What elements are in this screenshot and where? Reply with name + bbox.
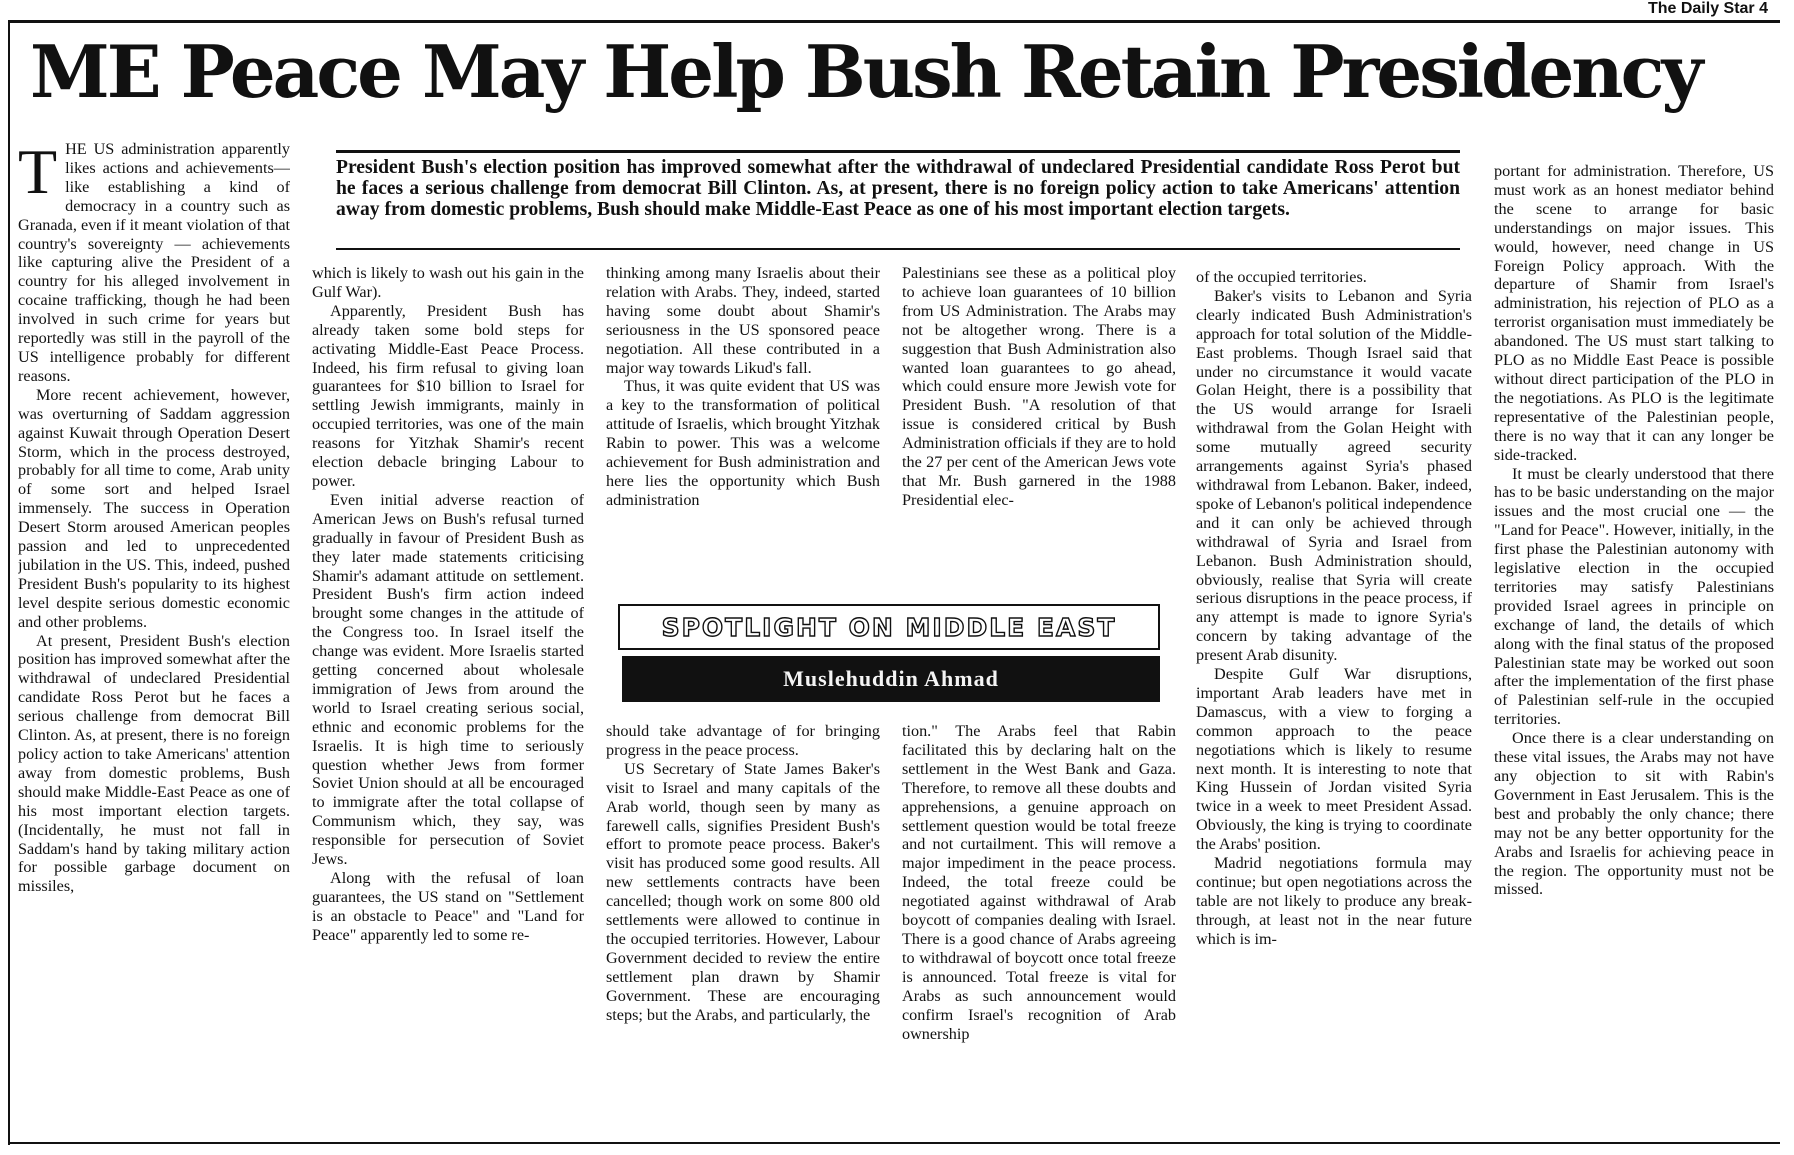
paragraph: Despite Gulf War disruptions, important Arab leaders have met in Damascus, with a view to forging a common approach to the peace negotiations which is likely to resume next month. It is interesting to note that King Hussein of Jordan visited Syria twice in a week to meet President Assad. Obviously, the king is trying to coordinate the Arabs' position. [1196, 665, 1472, 854]
left-rule [8, 20, 10, 1145]
paragraph: It must be clearly understood that there has to be basic understanding on the major issues and the most crucial one — the "Land for Peace". However, initially, in the first phase the Palestinian autonomy with legislative election in the occupied territories may satisfy Palestinians provided Israel agrees in principle on exchange of land, the details of which along with the final status of the proposed Palestinian state may be worked out soon after the implementation of the first phase of Palestinian self-rule in the occupied territories. [1494, 464, 1774, 729]
paragraph: Apparently, President Bush has already taken some bold steps for activating Middle-East Peace Process. Indeed, his firm refusal to giving loan guarantees for $10 billion to Israel for settling Jewish immigrants, mainly in occupied territories, was one of the main reasons for Yitzhak Shamir's recent election debacle bringing Labour to power. [312, 301, 584, 490]
paragraph: Once there is a clear understanding on these vital issues, the Arabs may not have any objection to sit with Rabin's Government in East Jerusalem. This is the best and probably the only chance; there may not be any better opportunity for the Arabs and Israelis for achieving peace in the region. The opportunity must not be missed. [1494, 729, 1774, 899]
paragraph: should take advantage of for bringing progress in the peace process. [606, 722, 880, 759]
paragraph: Palestinians see these as a political ploy to achieve loan guarantees of 10 billion from US Administration. The Arabs may not be altogether wrong. There is a suggestion that Bush Administration also wanted loan guarantees to go ahead, which could ensure more Jewish vote for President Bush. "A resolution of that issue is considered critical by Bush Administration officials if they are to hold the 27 per cent of the American Jews vote that Mr. Bush garnered in the 1988 Presidential elec- [902, 264, 1176, 509]
paragraph: US Secretary of State James Baker's visit to Israel and many capitals of the Arab world, though seen by many as farewell calls, signifies President Bush's effort to promote peace process. Baker's visit has produced some good results. All new settlements contracts have been cancelled; though work on some 800 old settlements were allowed to continue in the occupied territories. However, Labour Government decided to review the entire settlement plan drawn by Shamir Government. These are encouraging steps; but the Arabs, and particularly, the [606, 759, 880, 1024]
spotlight-box [618, 604, 1164, 704]
paragraph: At present, President Bush's election position has improved somewhat after the withdrawal of undeclared Presidential candidate Ross Perot but he faces a serious challenge from democrat Bill Clinton. As, at present, there is no foreign policy action to take Americans' attention away from domestic problems, Bush should make Middle-East Peace as one of his most important election targets. (Incidentally, he must not fall in Saddam's hand by taking military action for possible garbage document on missiles, [18, 631, 290, 896]
paragraph: tion." The Arabs feel that Rabin facilitated this by declaring halt on the settlement in the West Bank and Gaza. Therefore, to remove all these doubts and apprehensions, a genuine approach on settlement question would be total freeze and not curtailment. This will remove a major impediment in the peace process. Indeed, the total freeze could be negotiated against withdrawal of Arab boycott of companies dealing with Israel. There is a good chance of Arabs agreeing to withdrawal of boycott once total freeze is announced. Total freeze is vital for Arabs as such announcement would confirm Israel's recognition of Arab ownership [902, 722, 1176, 1043]
paragraph: Even initial adverse reaction of American Jews on Bush's refusal turned gradually in favour of President Bush as they later made statements criticising Shamir's adamant attitude on settlement. President Bush's firm action indeed brought some changes in the attitude of the Congress too. In Israel itself the change was evident. More Israelis started getting concerned about wholesale immigration of Jews from around the world to Israel creating serious social, ethnic and economic problems for the Israelis. It is high time to seriously question whether Jews from former Soviet Union should at all be encouraged to immigrate after the total collapse of Communism which, they say, was responsible for persecution of Soviet Jews. [312, 490, 584, 869]
paragraph: More recent achievement, however, was overturning of Saddam aggression against Kuwait through Operation Desert Storm, which in the process destroyed, probably for all time to come, Arab unity of some sort and helped Israel immensely. The success in Operation Desert Storm aroused American peoples passion and led to unprecedented jubilation in the US. This, indeed, pushed President Bush's popularity to its highest level despite serious domestic economic and other problems. [18, 385, 290, 631]
paragraph: which is likely to wash out his gain in the Gulf War). [312, 264, 584, 301]
headline: ME Peace May Help Bush Retain Presidency [30, 29, 1701, 114]
paragraph [18, 140, 290, 386]
column-4-bottom [902, 722, 1176, 1135]
paragraph: of the occupied territories. [1196, 268, 1367, 286]
deck: President Bush's election position has improved somewhat after the withdrawal of undeclared Presidential candidate Ross Perot but he faces a serious challenge from democrat Bill Clinton. As, at present, there is no foreign policy action to take Americans' attention away from domestic problems, Bush should make Middle-East Peace as one of his most important election targets. [336, 150, 1460, 220]
column-3-bottom [606, 722, 880, 1135]
paragraph: Madrid negotiations formula may continue; but open negotiations across the table are not likely to produce any break-through, at least not in the near future which is im- [1196, 854, 1472, 948]
column-6 [1494, 162, 1774, 1135]
paragraph: Thus, it was quite evident that US was a key to the transformation of political attitude of Israelis, which brought Yitzhak Rabin to power. This was a welcome achievement for Bush administration and here lies the opportunity which Bush administration [606, 377, 880, 509]
drop-cap: T [18, 140, 58, 207]
column-5 [1196, 268, 1472, 1135]
paragraph: Baker's visits to Lebanon and Syria clearly indicated Bush Administration's approach for total solution of the Middle-East problems. Though Israel said that under no circumstance it would vacate Golan Height, there is a possibility that the US would arrange for Israeli withdrawal from the Golan Height with some mutually agreed security arrangements against Syria's phased withdrawal from Lebanon. Baker, indeed, spoke of Lebanon's political independence and it can only be achieved through withdrawal of Syria and Israel from Lebanon. Bush Administration should, obviously, realise that Syria will create serious disruptions in the peace process, if any attempt is made to ignore Syria's concern by taking advantage of the present Arab disunity. [1196, 286, 1472, 665]
paragraph: Along with the refusal of loan guarantees, the US stand on "Settlement is an obstacle to Peace" and "Land for Peace" apparently led to some re- [312, 869, 584, 944]
deck-rule [336, 248, 1460, 250]
paragraph-text: HE US administration apparently likes actions and achievements— like establishing a kind of democracy in a country such as Granada, even if it meant violation of that country's sovereignty — achievements like capturing alive the President of a country for his alleged involvement in cocaine trafficking, though he had been involved in such crime for years but reportedly was still in the payroll of the US intelligence probably for different reasons. [18, 140, 290, 385]
column-4-top [902, 264, 1176, 584]
bottom-rule [8, 1142, 1780, 1144]
spotlight-title: SPOTLIGHT ON MIDDLE EAST [618, 604, 1160, 650]
paragraph: portant for administration. Therefore, US must work as an honest mediator behind the scene to arrange for basic understandings on major issues. This would, however, need change in US Foreign Policy approach. With the departure of Shamir from Israel's administration, his rejection of PLO as a terrorist organisation must immediately be abandoned. The US must start talking to PLO as no Middle East Peace is possible without direct participation of the PLO in the negotiations. As PLO is the legitimate representative of the Palestinian people, there is no way that it can any longer be side-tracked. [1494, 162, 1774, 464]
byline: Muslehuddin Ahmad [622, 656, 1160, 702]
column-3-top [606, 264, 880, 584]
top-rule [8, 20, 1780, 23]
column-1 [18, 140, 290, 1135]
paragraph: thinking among many Israelis about their relation with Arabs. They, indeed, started having some doubt about Shamir's seriousness in the US sponsored peace negotiation. All these contributed in a major way towards Likud's fall. [606, 264, 880, 377]
masthead: The Daily Star 4 [1647, 0, 1768, 17]
column-2 [312, 264, 584, 1135]
